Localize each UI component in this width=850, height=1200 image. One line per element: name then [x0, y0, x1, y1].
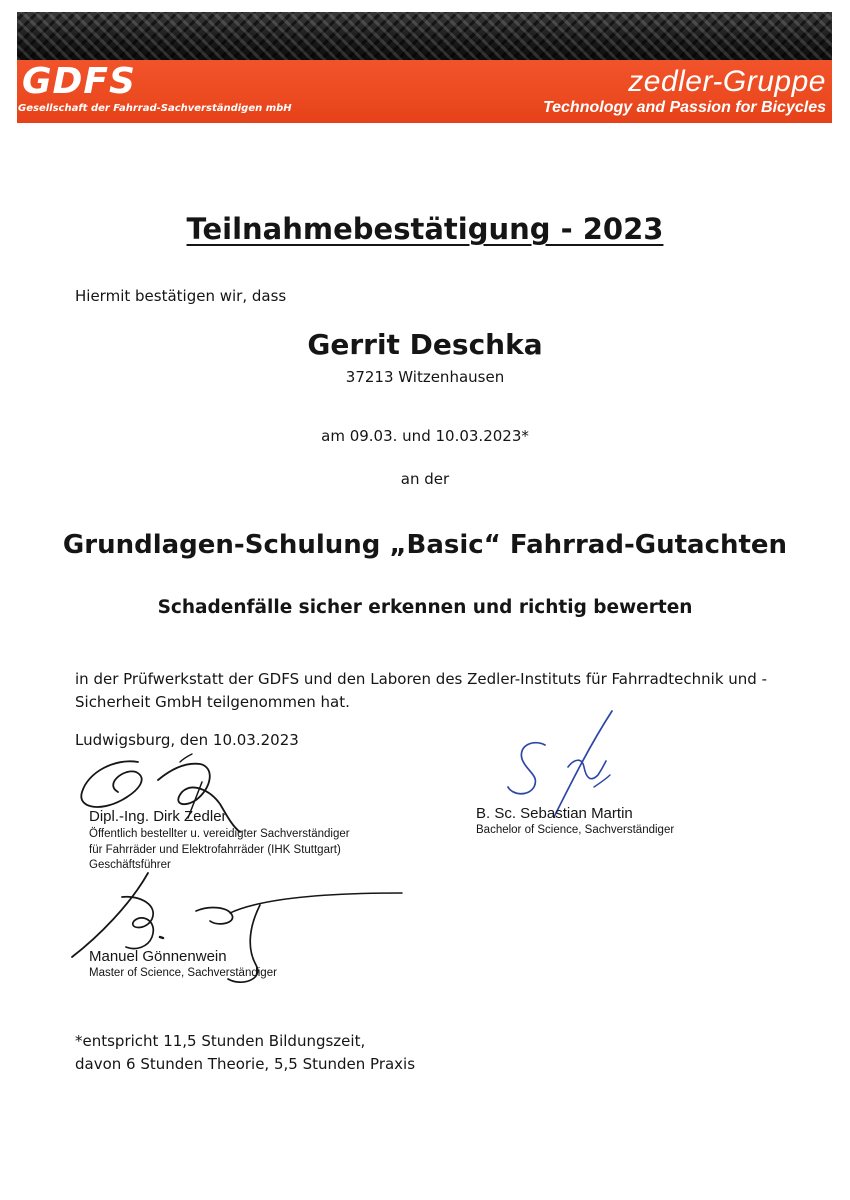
signatory-role: Master of Science, Sachverständiger — [89, 967, 277, 979]
signatory-name: Dipl.-Ing. Dirk Zedler — [89, 808, 227, 825]
signatory-role: für Fahrräder und Elektrofahrräder (IHK Stuttgart) — [89, 844, 341, 856]
body-text-line: Sicherheit GmbH teilgenommen hat. — [75, 693, 350, 711]
body-text-line: in der Prüfwerkstatt der GDFS und den Laboren des Zedler-Instituts für Fahrradtechnik und - — [75, 670, 767, 688]
connector-text: an der — [400, 470, 450, 488]
participant-name: Gerrit Deschka — [307, 328, 543, 361]
header-carbon-pattern — [17, 12, 832, 60]
document-title-text: Teilnahmebestätigung - 2023 — [186, 212, 664, 246]
course-dates: am 09.03. und 10.03.2023* — [321, 427, 529, 445]
document-title — [0, 212, 850, 246]
signatory-role: Bachelor of Science, Sachverständiger — [476, 824, 675, 836]
place-and-date: Ludwigsburg, den 10.03.2023 — [75, 731, 299, 749]
signatory-role: Geschäftsführer — [89, 859, 171, 871]
participant-address: 37213 Witzenhausen — [345, 368, 505, 386]
course-title: Grundlagen-Schulung „Basic“ Fahrrad-Gutachten — [62, 530, 788, 560]
intro-text: Hiermit bestätigen wir, dass — [75, 287, 287, 305]
signatory-name: Manuel Gönnenwein — [89, 948, 227, 965]
zedler-tagline: Technology and Passion for Bicycles — [542, 99, 826, 116]
signatory-name: B. Sc. Sebastian Martin — [476, 805, 633, 822]
course-subtitle: Schadenfälle sicher erkennen und richtig bewerten — [157, 597, 693, 618]
signatory-role: Öffentlich bestellter u. vereidigter Sachverständiger — [89, 828, 350, 840]
gdfs-logo: GDFS — [22, 61, 136, 102]
footnote-line: *entspricht 11,5 Stunden Bildungszeit, — [75, 1032, 366, 1050]
footnote-line: davon 6 Stunden Theorie, 5,5 Stunden Praxis — [75, 1055, 416, 1073]
gdfs-tagline: Gesellschaft der Fahrrad-Sachverständigen mbH — [18, 103, 292, 114]
zedler-logo: zedler-Gruppe — [628, 65, 826, 98]
